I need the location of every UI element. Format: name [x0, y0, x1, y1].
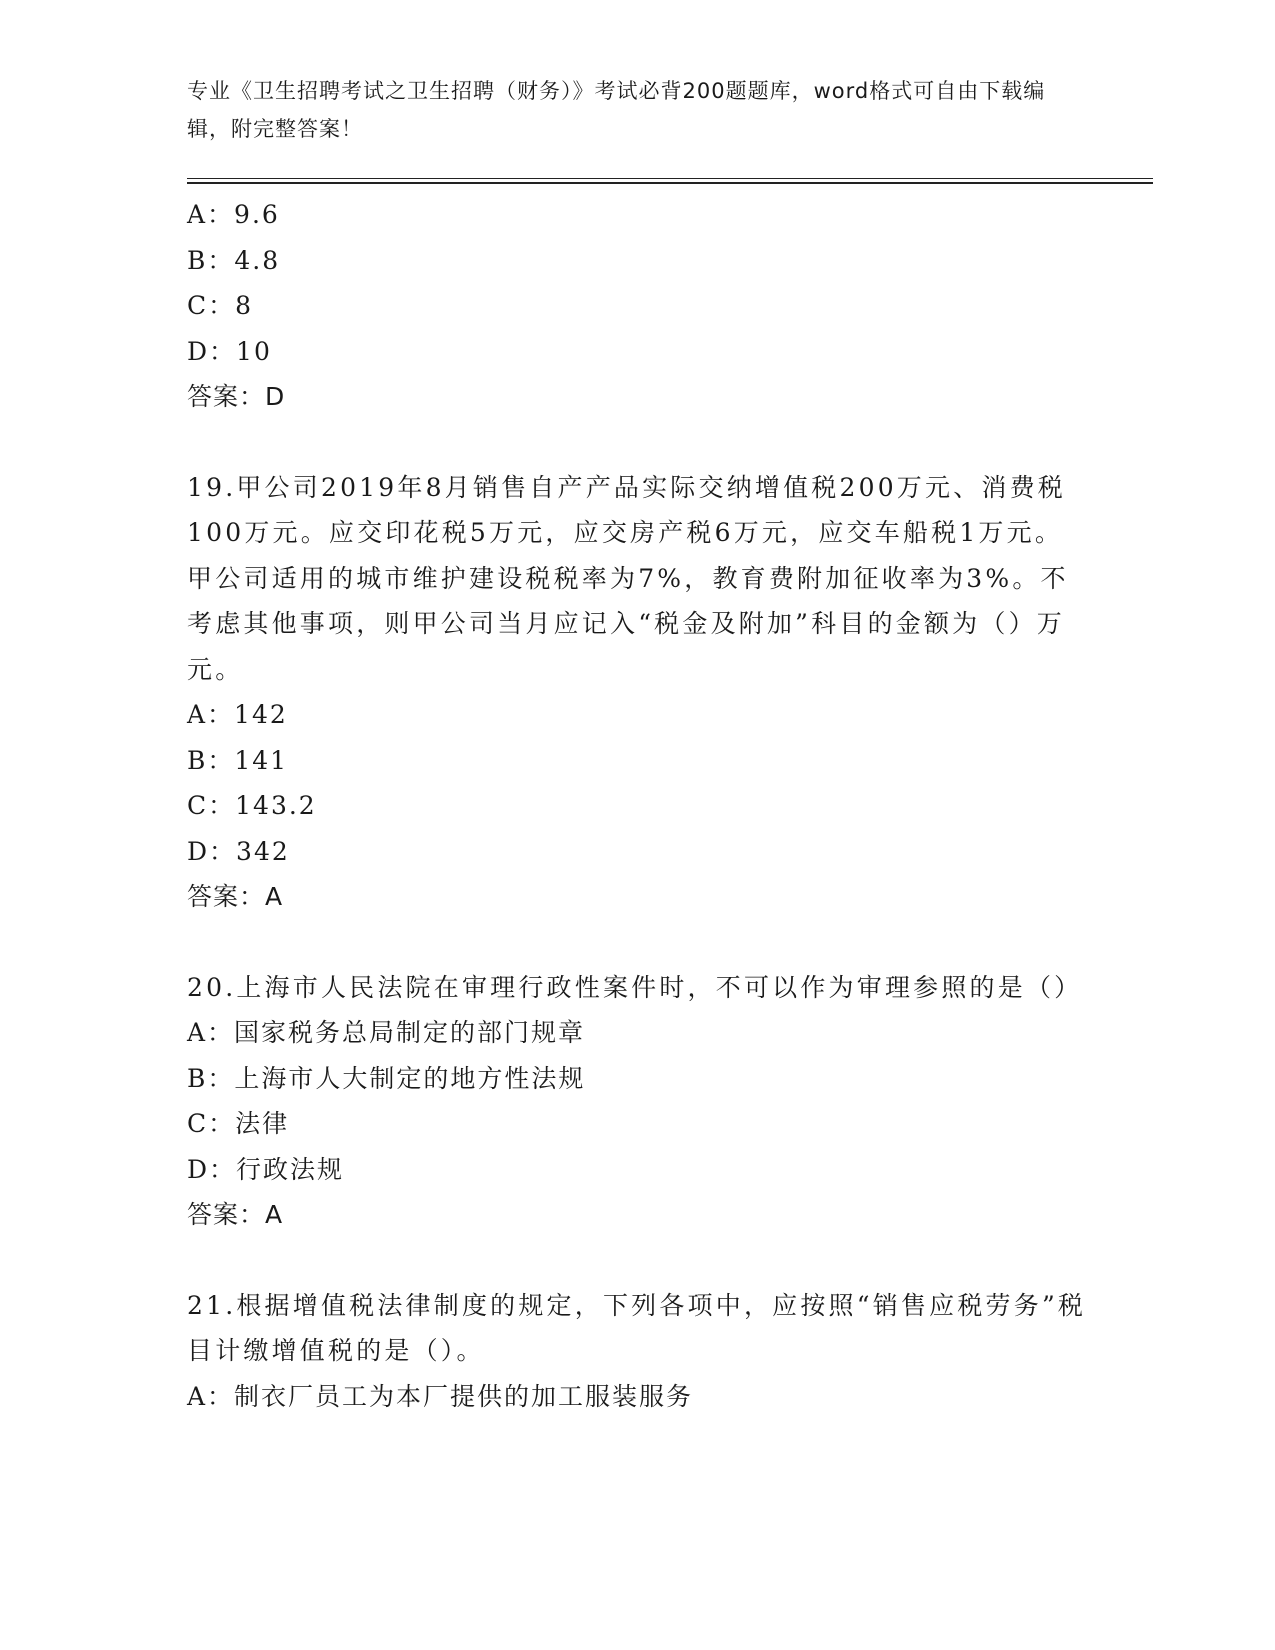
question-21	[187, 1283, 1087, 1420]
document-title: 专业《卫生招聘考试之卫生招聘（财务）》考试必背200题题库，word格式可自由下载编辑，附完整答案！	[187, 79, 1046, 141]
header-rule-thick	[187, 182, 1153, 184]
option-a: A：国家税务总局制定的部门规章	[187, 1018, 586, 1047]
option-a: A：9.6	[187, 200, 280, 229]
option-d: D：10	[187, 336, 272, 366]
question-19	[187, 465, 1087, 920]
option-b: B：141	[187, 745, 289, 775]
option-d: D：行政法规	[187, 1154, 345, 1184]
header-rule-thin	[187, 178, 1153, 179]
question-content	[187, 192, 1087, 1419]
option-c: C：143.2	[187, 791, 317, 820]
option-a: A：制衣厂员工为本厂提供的加工服装服务	[187, 1381, 694, 1411]
answer-line: 答案：A	[187, 1200, 284, 1229]
option-c: C：8	[187, 291, 254, 320]
question-20	[187, 965, 1087, 1238]
answer-line: 答案：A	[187, 882, 284, 911]
question-stem: 19.甲公司2019年8月销售自产产品实际交纳增值税200万元、消费税100万元。应交印花税5万元，应交房产税6万元，应交车船税1万元。甲公司适用的城市维护建设税税率为7%，教育费附加征收率为3%。不考虑其他事项，则甲公司当月应记入“税金及附加”科目的金额为（）万元。	[187, 472, 1069, 684]
option-b: B：上海市人大制定的地方性法规	[187, 1063, 586, 1093]
option-b: B：4.8	[187, 245, 281, 275]
option-a: A：142	[187, 700, 288, 729]
option-d: D：342	[187, 836, 290, 866]
document-header	[187, 72, 1067, 148]
question-stem: 21.根据增值税法律制度的规定，下列各项中，应按照“销售应税劳务”税目计缴增值税的是（）。	[187, 1290, 1087, 1365]
partial-question	[187, 192, 1087, 420]
question-stem: 20.上海市人民法院在审理行政性案件时，不可以作为审理参照的是（）	[187, 972, 1083, 1002]
answer-line: 答案：D	[187, 382, 286, 411]
option-c: C：法律	[187, 1109, 290, 1138]
